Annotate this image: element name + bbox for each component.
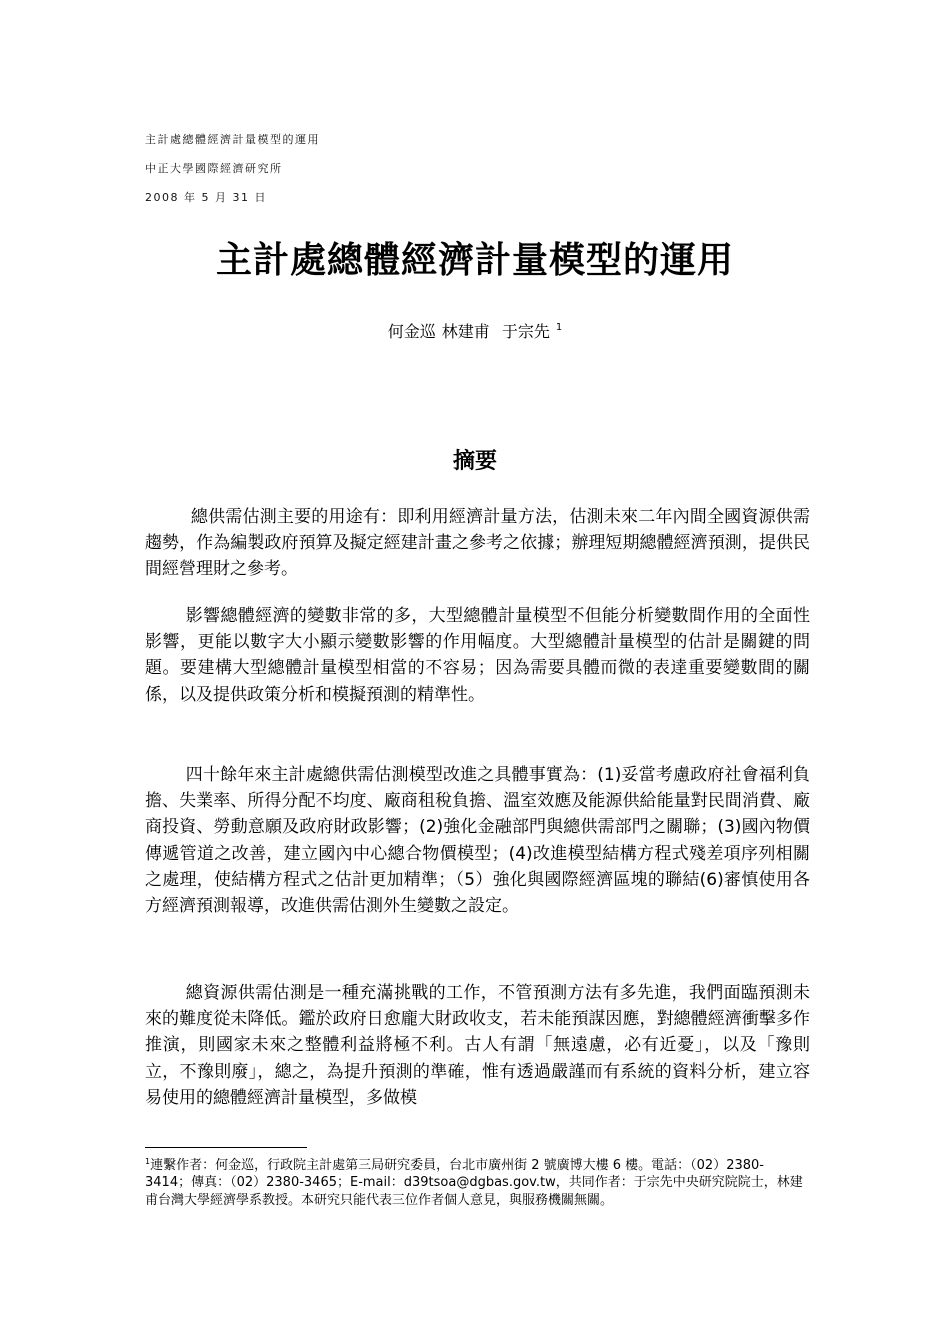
paper-title: 主計處總體經濟計量模型的運用: [215, 239, 734, 281]
author-name: 林建甫: [441, 322, 490, 341]
author-name: 何金巡: [387, 322, 436, 341]
author-line: [0, 319, 950, 342]
running-header-date: 2008 年 5 月 31 日: [145, 191, 267, 204]
author-name: 于宗先: [501, 322, 550, 341]
running-header-affiliation: 中正大學國際經濟研究所: [145, 162, 283, 175]
abstract-paragraph: 總供需估測主要的用途有：即利用經濟計量方法，估測未來二年內間全國資源供需趨勢，作為編製政府預算及擬定經建計畫之參考之依據；辦理短期總體經濟預測，提供民間經營理財之參考。: [145, 507, 810, 580]
abstract-paragraph: 四十餘年來主計處總供需估測模型改進之具體事實為：(1)妥當考慮政府社會福利負擔、失業率、所得分配不均度、廠商租稅負擔、溫室效應及能源供給能量對民間消費、廠商投資、勞動意願及政府財政影響；(2)強化金融部門與總供需部門之關聯；(3)國內物價傳遞管道之改善，建立國內中心總合物價模型；(4)改進模型結構方程式殘差項序列相關之處理，使結構方程式之估計更加精準；（5）強化與國際經濟區塊的聯結(6)審慎使用各方經濟預測報導，改進供需估測外生變數之設定。: [145, 765, 810, 917]
footnote-marker: 1: [555, 322, 563, 333]
footnote: [145, 1153, 810, 1209]
footnote-text: 連繫作者：何金巡，行政院主計處第三局研究委員，台北市廣州街 2 號廣博大樓 6 樓。電話：（02）2380-3414；傳真：（02）2380-3465；E-mail：d39tsoa@dgbas.gov.tw，共同作者：于宗先中央研究院院士，林建甫台灣大學經濟學系教授。本研究只能代表三位作者個人意見，與服務機關無關。: [145, 1158, 803, 1208]
abstract-paragraph: 總資源供需估測是一種充滿挑戰的工作，不管預測方法有多先進，我們面臨預測未來的難度從未降低。鑑於政府日愈龐大財政收支，若未能預謀因應，對總體經濟衝擊多作推演，則國家未來之整體利益將極不利。古人有謂「無遠慮，必有近憂」，以及「豫則立，不豫則廢」，總之，為提升預測的準確，惟有透過嚴謹而有系統的資料分析，建立容易使用的總體經濟計量模型，多做模: [145, 983, 810, 1108]
abstract-heading: 摘要: [452, 448, 497, 474]
running-header-title: 主計處總體經濟計量模型的運用: [145, 133, 320, 146]
abstract-paragraph: 影響總體經濟的變數非常的多，大型總體計量模型不但能分析變數間作用的全面性影響，更能以數字大小顯示變數影響的作用幅度。大型總體計量模型的估計是關鍵的問題。要建構大型總體計量模型相當的不容易；因為需要具體而微的表達重要變數間的關係，以及提供政策分析和模擬預測的精準性。: [145, 606, 810, 705]
footnote-number: 1: [145, 1157, 151, 1166]
footnote-divider: [145, 1147, 307, 1148]
